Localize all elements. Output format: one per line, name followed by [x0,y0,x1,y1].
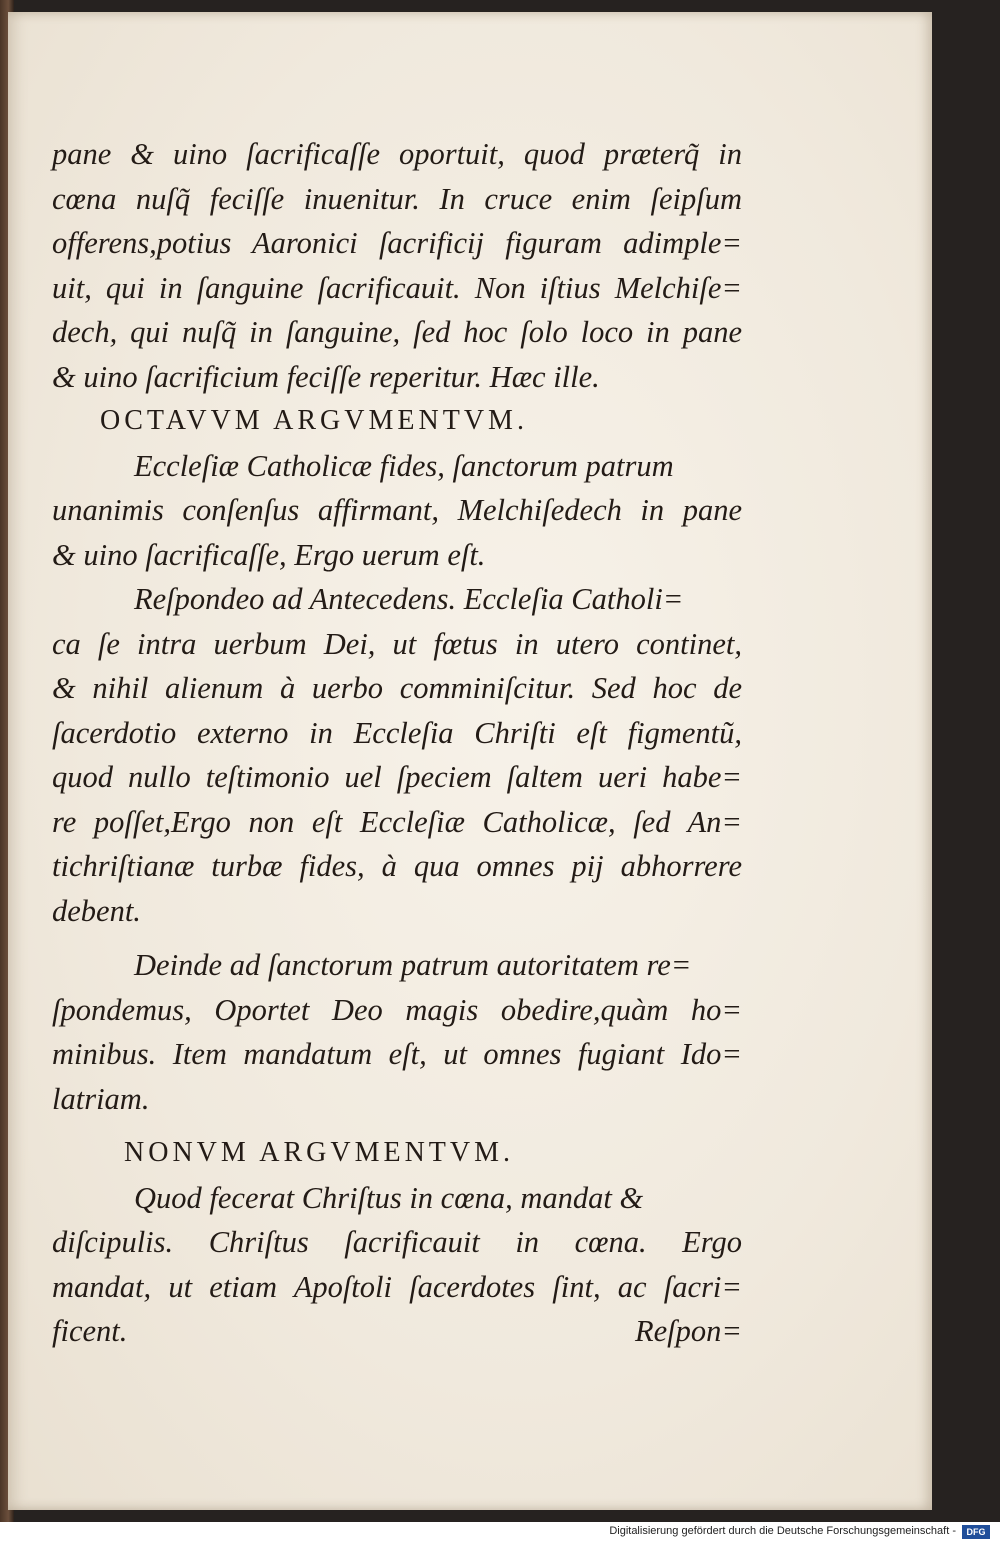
text-line: tichriſtianæ turbæ fides, à qua omnes pij abhorrere [52,849,742,883]
text-line: Reſpondeo ad Antecedens. Eccleſia Catholi= [134,582,684,616]
text-line: minibus. Item mandatum eſt, ut omnes fugiant Ido= [52,1037,742,1071]
text-line: & uino ſacrificium feciſſe reperitur. Hæc ille. [52,359,600,394]
text-line: ſpondemus, Oportet Deo magis obedire,quàm ho= [52,992,742,1027]
text-line: uit, qui in ſanguine ſacrificauit. Non iſtius Melchiſe= [52,270,742,305]
text-line: offerens,potius Aaronici ſacrificij figuram adimple= [52,226,742,260]
text-line: dech, qui nuſq̃ in ſanguine, ſed hoc ſolo loco in pane [52,315,742,349]
text-line: diſcipulis. Chriſtus ſacrificauit in cœna. Ergo [52,1225,742,1259]
section-heading: OCTAVVM ARGVMENTVM. [100,405,528,436]
text-line: pane & uino ſacrificaſſe oportuit, quod præterq̃ in [52,137,742,171]
text-line: debent. [52,893,141,928]
text-line: latriam. [52,1081,150,1116]
text-line: quod nullo teſtimonio uel ſpeciem ſaltem ueri habe= [52,760,742,794]
text-line: & nihil alienum à uerbo comminiſcitur. Sed hoc de [52,671,742,705]
catchword: Reſpon= [635,1314,742,1348]
footer-bar [0,1522,1000,1543]
page-text-block [52,132,742,1354]
text-line: unanimis conſenſus affirmant, Melchiſedech in pane [52,493,742,527]
text-line: ca ſe intra uerbum Dei, ut fœtus in utero continet, [52,626,742,661]
text-line: & uino ſacrificaſſe, Ergo uerum eſt. [52,537,486,572]
text-line: Eccleſiæ Catholicæ fides, ſanctorum patrum [134,448,674,483]
text-line: Quod fecerat Chriſtus in cœna, mandat & [134,1180,644,1215]
text-line: re poſſet,Ergo non eſt Eccleſiæ Catholicæ, ſed An= [52,804,742,839]
text-line: ſacerdotio externo in Eccleſia Chriſti eſt figmentũ, [52,715,742,750]
text-line: cœna nuſq̃ feciſſe inuenitur. In cruce enim ſeipſum [52,181,742,216]
book-page [8,12,932,1510]
dfg-logo: DFG [962,1525,990,1539]
funding-note: Digitalisierung gefördert durch die Deutsche Forschungsgemeinschaft - [609,1525,956,1537]
section-heading: NONVM ARGVMENTVM. [124,1137,515,1168]
text-line: mandat, ut etiam Apoſtoli ſacerdotes ſint, ac ſacri= [52,1269,742,1304]
text-line [52,1309,742,1354]
text-line: Deinde ad ſanctorum patrum autoritatem re= [134,948,692,982]
last-line-text: ficent. [52,1314,128,1348]
